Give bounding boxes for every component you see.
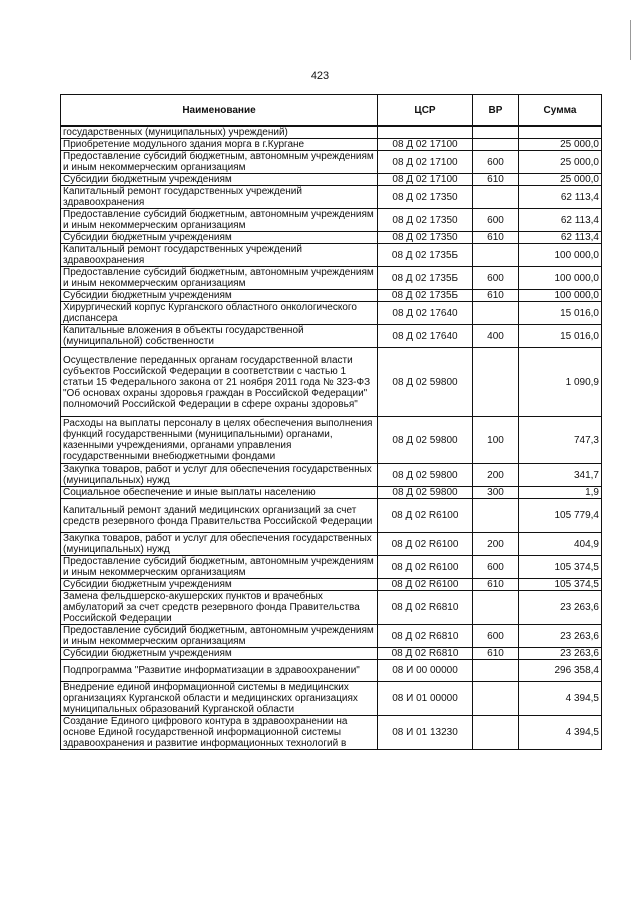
row-csr: 08 И 01 00000 [378,682,473,716]
row-name: Закупка товаров, работ и услуг для обеспечения государственных (муниципальных) нужд [61,464,378,487]
row-csr: 08 Д 02 17100 [378,174,473,186]
table-row [61,464,602,487]
row-vr: 400 [473,325,519,348]
row-vr [473,302,519,325]
row-csr: 08 Д 02 17350 [378,232,473,244]
row-sum: 100 000,0 [519,267,602,290]
row-name: Создание Единого цифрового контура в здравоохранении на основе Единой государственной информационной системы здравоохранения и развитие информационных технологий в [61,716,378,750]
row-sum: 105 779,4 [519,499,602,533]
row-name: Капитальный ремонт государственных учреждений здравоохранения [61,186,378,209]
row-name: Субсидии бюджетным учреждениям [61,579,378,591]
header-sum: Сумма [519,95,602,127]
row-vr [473,126,519,139]
budget-table [60,94,602,750]
row-vr: 610 [473,579,519,591]
table-row [61,232,602,244]
row-sum: 4 394,5 [519,682,602,716]
row-sum: 15 016,0 [519,325,602,348]
row-sum: 25 000,0 [519,174,602,186]
table-row [61,556,602,579]
row-csr: 08 И 00 00000 [378,660,473,682]
row-csr: 08 Д 02 59800 [378,417,473,464]
row-sum: 105 374,5 [519,556,602,579]
row-csr: 08 Д 02 R6810 [378,625,473,648]
row-sum: 25 000,0 [519,151,602,174]
row-sum: 341,7 [519,464,602,487]
table-row [61,139,602,151]
table-row [61,648,602,660]
table-row [61,186,602,209]
row-sum: 23 263,6 [519,591,602,625]
row-vr [473,660,519,682]
header-csr: ЦСР [378,95,473,127]
row-csr: 08 И 01 13230 [378,716,473,750]
row-name: Капитальные вложения в объекты государственной (муниципальной) собственности [61,325,378,348]
table-row [61,302,602,325]
row-csr: 08 Д 02 R6100 [378,556,473,579]
row-sum: 747,3 [519,417,602,464]
row-name: Предоставление субсидий бюджетным, автономным учреждениям и иным некоммерческим организациям [61,556,378,579]
table-row [61,533,602,556]
row-csr: 08 Д 02 17100 [378,139,473,151]
row-sum: 100 000,0 [519,244,602,267]
row-csr: 08 Д 02 59800 [378,464,473,487]
row-sum: 62 113,4 [519,186,602,209]
row-sum: 404,9 [519,533,602,556]
row-vr [473,591,519,625]
row-sum: 100 000,0 [519,290,602,302]
row-sum: 15 016,0 [519,302,602,325]
row-sum: 105 374,5 [519,579,602,591]
header-vr: ВР [473,95,519,127]
table-row [61,487,602,499]
row-name: Предоставление субсидий бюджетным, автономным учреждениям и иным некоммерческим организациям [61,209,378,232]
row-name: Внедрение единой информационной системы в медицинских организациях Курганской области и медицинских организациях муниципальных образований Курганской области [61,682,378,716]
table-row [61,325,602,348]
table-row [61,499,602,533]
row-name: Хирургический корпус Курганского областного онкологического диспансера [61,302,378,325]
row-vr [473,186,519,209]
row-vr: 200 [473,464,519,487]
table-row [61,660,602,682]
page-number: 423 [310,70,330,82]
row-sum: 23 263,6 [519,648,602,660]
row-sum [519,126,602,139]
table-row [61,682,602,716]
table-row [61,625,602,648]
row-csr: 08 Д 02 17640 [378,325,473,348]
row-vr [473,716,519,750]
row-csr: 08 Д 02 1735Б [378,290,473,302]
row-vr: 610 [473,648,519,660]
row-name: Капитальный ремонт зданий медицинских организаций за счет средств резервного фонда Правительства Российской Федерации [61,499,378,533]
row-vr: 600 [473,625,519,648]
row-csr: 08 Д 02 R6100 [378,499,473,533]
row-name: Капитальный ремонт государственных учреждений здравоохранения [61,244,378,267]
row-name: Предоставление субсидий бюджетным, автономным учреждениям и иным некоммерческим организациям [61,151,378,174]
row-name: Субсидии бюджетным учреждениям [61,648,378,660]
row-csr: 08 Д 02 1735Б [378,244,473,267]
row-name: Осуществление переданных органам государственной власти субъектов Российской Федерации в соответствии с частью 1 статьи 15 Федерального закона от 21 ноября 2011 года № 323-ФЗ "Об основах охраны здоровья граждан в Российской Федерации" полномочий Российской Федерации в сфере охраны здоровья" [61,348,378,417]
row-name: Предоставление субсидий бюджетным, автономным учреждениям и иным некоммерческим организациям [61,625,378,648]
row-csr: 08 Д 02 R6810 [378,648,473,660]
row-name: Субсидии бюджетным учреждениям [61,290,378,302]
row-vr: 600 [473,556,519,579]
row-sum: 1 090,9 [519,348,602,417]
row-name: государственных (муниципальных) учреждений) [61,126,378,139]
table-row [61,579,602,591]
row-name: Субсидии бюджетным учреждениям [61,232,378,244]
row-vr: 200 [473,533,519,556]
row-csr: 08 Д 02 59800 [378,487,473,499]
row-sum: 62 113,4 [519,232,602,244]
row-vr: 600 [473,209,519,232]
row-vr [473,682,519,716]
table-row [61,267,602,290]
row-vr: 610 [473,290,519,302]
row-name: Субсидии бюджетным учреждениям [61,174,378,186]
table-row [61,417,602,464]
row-name: Замена фельдшерско-акушерских пунктов и врачебных амбулаторий за счет средств резервного фонда Правительства Российской Федерации [61,591,378,625]
row-sum: 4 394,5 [519,716,602,750]
row-sum: 62 113,4 [519,209,602,232]
row-vr [473,244,519,267]
row-name: Расходы на выплаты персоналу в целях обеспечения выполнения функций государственными (муниципальными) органами, казенными учреждениями, органами управления государственными внебюджетными фондами [61,417,378,464]
row-csr: 08 Д 02 59800 [378,348,473,417]
row-name: Подпрограмма "Развитие информатизации в здравоохранении" [61,660,378,682]
row-csr: 08 Д 02 R6100 [378,533,473,556]
table-row [61,209,602,232]
table-row [61,244,602,267]
table-row [61,716,602,750]
row-csr: 08 Д 02 17100 [378,151,473,174]
row-vr: 610 [473,174,519,186]
row-name: Социальное обеспечение и иные выплаты населению [61,487,378,499]
margin-mark [630,20,631,60]
row-csr: 08 Д 02 17350 [378,186,473,209]
row-sum: 25 000,0 [519,139,602,151]
row-vr: 610 [473,232,519,244]
header-row [61,95,602,127]
row-csr: 08 Д 02 1735Б [378,267,473,290]
table-row [61,151,602,174]
row-sum: 1,9 [519,487,602,499]
row-csr [378,126,473,139]
row-sum: 296 358,4 [519,660,602,682]
header-name: Наименование [61,95,378,127]
row-vr: 100 [473,417,519,464]
row-name: Приобретение модульного здания морга в г.Кургане [61,139,378,151]
row-csr: 08 Д 02 R6100 [378,579,473,591]
table-row [61,290,602,302]
row-vr: 300 [473,487,519,499]
row-vr: 600 [473,267,519,290]
table-row [61,126,602,139]
row-csr: 08 Д 02 17350 [378,209,473,232]
row-name: Закупка товаров, работ и услуг для обеспечения государственных (муниципальных) нужд [61,533,378,556]
row-vr [473,139,519,151]
table-row [61,174,602,186]
table-row [61,348,602,417]
table-row [61,591,602,625]
row-name: Предоставление субсидий бюджетным, автономным учреждениям и иным некоммерческим организациям [61,267,378,290]
row-vr [473,499,519,533]
row-csr: 08 Д 02 R6810 [378,591,473,625]
row-csr: 08 Д 02 17640 [378,302,473,325]
row-vr: 600 [473,151,519,174]
row-vr [473,348,519,417]
row-sum: 23 263,6 [519,625,602,648]
